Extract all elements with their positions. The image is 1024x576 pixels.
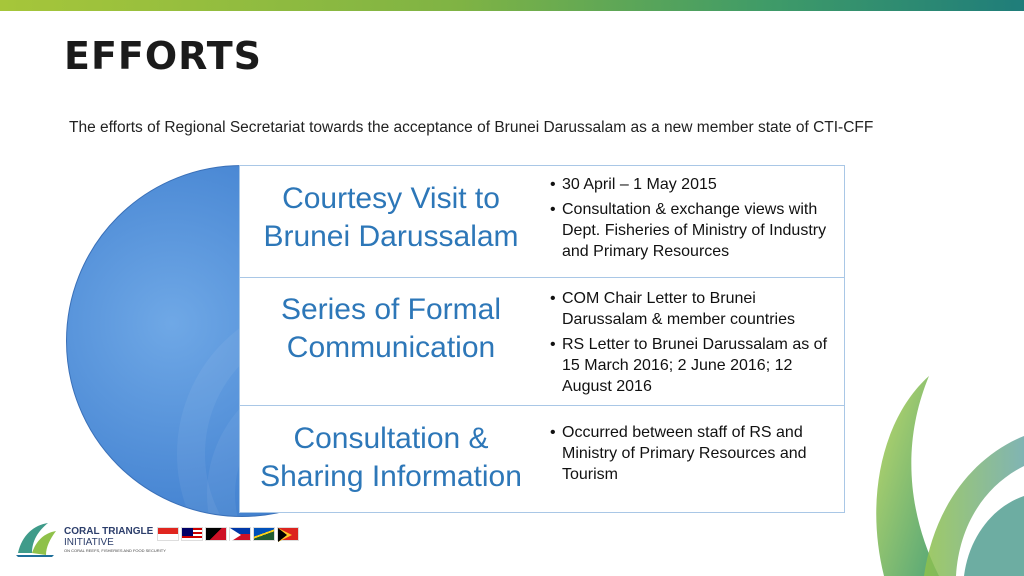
cti-logo-icon (14, 517, 60, 561)
row-title-line: Brunei Darussalam (263, 220, 519, 253)
member-flags (157, 527, 299, 541)
slide-subtitle: The efforts of Regional Secretariat towards the acceptance of Brunei Darussalam as a new member state of CTI-CFF (69, 119, 874, 136)
bullet-item: • Consultation & exchange views with Dept. Fisheries of Ministry of Industry and Primary Resources (548, 199, 838, 262)
top-accent-bar (0, 0, 1024, 11)
bullet-item: • COM Chair Letter to Brunei Darussalam & member countries (548, 288, 838, 330)
bullet-list (548, 422, 838, 489)
bullet-list (548, 288, 838, 401)
table-row (240, 406, 844, 512)
row-title (240, 180, 542, 256)
row-title (240, 420, 542, 496)
row-title-line: Consultation & (293, 422, 489, 455)
philippines-flag (229, 527, 251, 541)
logo-tagline: ON CORAL REEFS, FISHERIES AND FOOD SECURITY (64, 548, 166, 553)
row-title-line: Sharing Information (260, 460, 522, 493)
bullet-list (548, 174, 838, 266)
bullet-item: • RS Letter to Brunei Darussalam as of 15 March 2016; 2 June 2016; 12 August 2016 (548, 334, 838, 397)
bullet-item: • 30 April – 1 May 2015 (548, 174, 838, 195)
logo-name-line: INITIATIVE (64, 537, 114, 548)
table-row (240, 278, 844, 406)
papua-new-guinea-flag (205, 527, 227, 541)
malaysia-flag (181, 527, 203, 541)
row-title-line: Communication (286, 331, 496, 364)
row-title-line: Courtesy Visit to (282, 182, 500, 215)
logo-name-line: CORAL TRIANGLE (64, 526, 154, 537)
leaf-graphic (844, 376, 1024, 576)
bullet-item: • Occurred between staff of RS and Ministry of Primary Resources and Tourism (548, 422, 838, 485)
row-title-line: Series of Formal (280, 293, 502, 326)
timor-leste-flag (277, 527, 299, 541)
efforts-table (239, 165, 845, 513)
cti-logo (14, 517, 174, 561)
table-row (240, 166, 844, 278)
indonesia-flag (157, 527, 179, 541)
solomon-islands-flag (253, 527, 275, 541)
slide-title: EFFORTS (64, 34, 263, 78)
row-title (240, 291, 542, 367)
